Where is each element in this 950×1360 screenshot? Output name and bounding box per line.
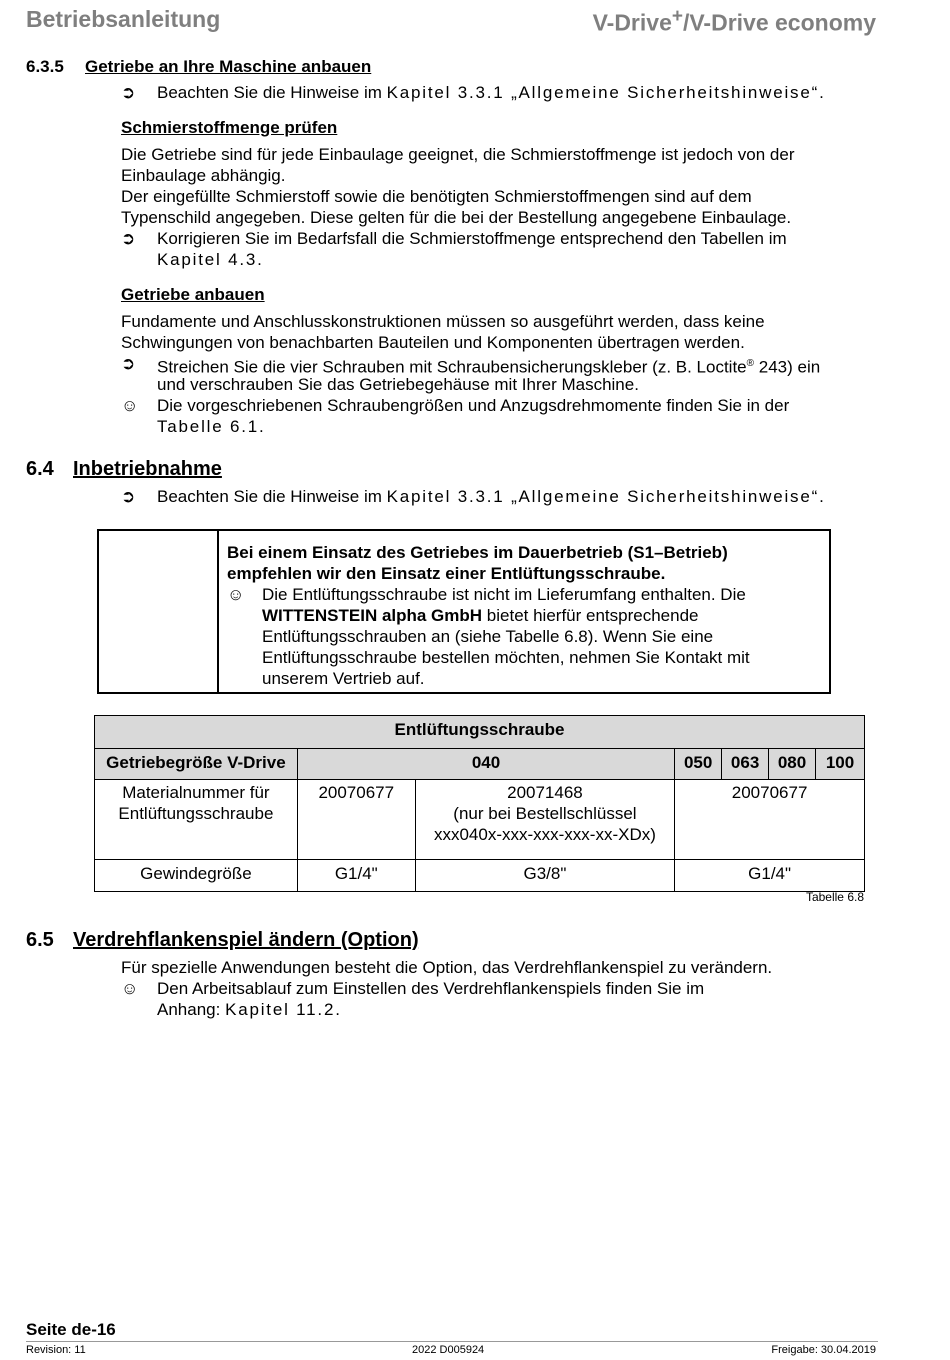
notice-text-part: bietet hierfür entsprechende: [482, 606, 699, 625]
paragraph-line: Schwingungen von benachbarten Bauteilen und Komponenten übertragen werden.: [121, 333, 745, 352]
bullet-text-part: 243) ein: [754, 357, 821, 377]
notice-text: Entlüftungsschrauben an (siehe Tabelle 6.8). Wenn Sie eine: [262, 627, 714, 646]
paragraph-line: Typenschild angegeben. Diese gelten für die bei der Bestellung angegebene Einbaulage.: [121, 208, 792, 227]
paragraph-line: Die Getriebe sind für jede Einbaulage geeignet, die Schmierstoffmenge ist jedoch von der: [121, 145, 795, 164]
table-cell: 20070677: [297, 780, 415, 860]
right-arrow-icon: ➲: [121, 487, 136, 506]
bullet-text: Die vorgeschriebenen Schraubengrößen und Anzugsdrehmomente finden Sie in der: [157, 396, 790, 415]
header-product-suffix: /V-Drive economy: [682, 9, 876, 36]
table-header-cell: 040: [297, 749, 674, 780]
table-cell: G1/4": [297, 860, 415, 892]
right-arrow-icon: ➲: [121, 354, 136, 373]
smiley-icon: ☺: [121, 396, 139, 415]
notice-divider: [217, 531, 219, 692]
bullet-text: Beachten Sie die Hinweise im: [157, 83, 382, 102]
section-title: Verdrehflankenspiel ändern (Option): [73, 929, 419, 951]
header-product-prefix: V-Drive: [592, 9, 672, 36]
table-link[interactable]: Tabelle 6.1.: [157, 417, 266, 436]
subheading-lubricant: Schmierstoffmenge prüfen: [121, 118, 338, 137]
cell-line: Entlüftungsschraube: [118, 804, 274, 823]
footer-divider: [26, 1341, 878, 1342]
smiley-icon: ☺: [121, 979, 139, 998]
table-header-row: [95, 749, 865, 780]
notice-text: Entlüftungsschraube bestellen möchten, nehmen Sie Kontakt mit: [262, 648, 750, 667]
chapter-link[interactable]: Kapitel 4.3.: [157, 250, 264, 269]
bullet-item: [121, 353, 881, 395]
footer-release: Freigabe: 30.04.2019: [771, 1344, 876, 1356]
subheading-mounting: Getriebe anbauen: [121, 285, 265, 304]
bullet-text: und verschrauben Sie das Getriebegehäuse mit Ihrer Maschine.: [157, 375, 639, 394]
right-arrow-icon: ➲: [121, 83, 136, 102]
section-number: 6.5: [26, 929, 54, 951]
bullet-text: Anhang:: [157, 1000, 221, 1019]
section-heading-6-3-5: [26, 57, 371, 77]
table-cell: G1/4": [675, 860, 865, 892]
notice-box: [97, 529, 831, 694]
cell-line: Materialnummer für: [122, 783, 270, 802]
table-row: [95, 860, 865, 892]
paragraph-line: Für spezielle Anwendungen besteht die Option, das Verdrehflankenspiel zu verändern.: [121, 958, 773, 977]
right-arrow-icon: ➲: [121, 229, 136, 248]
table-caption: Tabelle 6.8: [805, 890, 864, 904]
table-title-row: [95, 716, 865, 749]
table-cell: G3/8": [415, 860, 675, 892]
table-cell: 20070677: [675, 780, 865, 860]
footer-doc-number: 2022 D005924: [412, 1344, 485, 1356]
paragraph-line: Einbaulage abhängig.: [121, 166, 286, 185]
table-header-cell: 100: [816, 749, 865, 780]
header-product: [593, 6, 876, 37]
section-title: Inbetriebnahme: [73, 458, 222, 480]
table-cell: [95, 780, 298, 860]
table-header-cell: Getriebegröße V-Drive: [95, 749, 298, 780]
header-product-sup: +: [671, 6, 683, 27]
chapter-link[interactable]: Kapitel 3.3.1 „Allgemeine Sicherheitshinweise“.: [386, 487, 826, 506]
page-number: Seite de-16: [26, 1320, 116, 1339]
bullet-text-part: Streichen Sie die vier Schrauben mit Schraubensicherungskleber (z. B. Loctite: [157, 357, 747, 377]
section-heading-6-4: [26, 458, 222, 481]
bullet-item: [121, 978, 881, 1020]
vent-screw-table: [94, 715, 865, 892]
notice-content: [227, 542, 821, 689]
bullet-item: [121, 82, 881, 103]
section-title: Getriebe an Ihre Maschine anbauen: [85, 57, 372, 76]
header-title: Betriebsanleitung: [26, 6, 221, 32]
notice-text: Die Entlüftungsschraube ist nicht im Lieferumfang enthalten. Die: [262, 585, 746, 604]
notice-headline: empfehlen wir den Einsatz einer Entlüftungsschraube.: [227, 564, 666, 583]
bullet-text: Den Arbeitsablauf zum Einstellen des Verdrehflankenspiels finden Sie im: [157, 979, 705, 998]
smiley-icon: ☺: [227, 585, 245, 604]
footer-revision: Revision: 11: [26, 1344, 86, 1356]
cell-line: (nur bei Bestellschlüssel: [453, 804, 637, 823]
section-number: 6.3.5: [26, 57, 64, 76]
registered-mark: ®: [746, 358, 755, 369]
notice-text: [262, 605, 821, 626]
table-cell: Gewindegröße: [95, 860, 298, 892]
table-header-cell: 050: [675, 749, 722, 780]
paragraph-line: Der eingefüllte Schmierstoff sowie die benötigten Schmierstoffmengen sind auf dem: [121, 187, 752, 206]
notice-text: unserem Vertrieb auf.: [262, 669, 425, 688]
company-name: WITTENSTEIN alpha GmbH: [262, 606, 483, 625]
chapter-link[interactable]: Kapitel 3.3.1 „Allgemeine Sicherheitshinweise“.: [386, 83, 826, 102]
cell-line: 20071468: [507, 783, 583, 802]
bullet-item: [121, 486, 881, 507]
bullet-text: Korrigieren Sie im Bedarfsfall die Schmierstoffmenge entsprechend den Tabellen im: [157, 229, 787, 248]
cell-line: xxx040x-xxx-xxx-xxx-xx-XDx): [433, 825, 656, 844]
table-header-cell: 080: [769, 749, 816, 780]
bullet-item: [121, 395, 881, 437]
notice-headline: Bei einem Einsatz des Getriebes im Dauerbetrieb (S1–Betrieb): [227, 543, 728, 562]
table-row: [95, 780, 865, 860]
notice-bullet: [227, 584, 821, 689]
table-title: Entlüftungsschraube: [95, 716, 865, 749]
section-number: 6.4: [26, 458, 54, 480]
table-cell: [415, 780, 675, 860]
bullet-text: Beachten Sie die Hinweise im: [157, 487, 382, 506]
table-header-cell: 063: [722, 749, 769, 780]
bullet-item: [121, 228, 881, 270]
chapter-link[interactable]: Kapitel 11.2.: [225, 1000, 342, 1019]
paragraph-line: Fundamente und Anschlusskonstruktionen müssen so ausgeführt werden, dass keine: [121, 312, 765, 331]
section-heading-6-5: [26, 929, 419, 952]
